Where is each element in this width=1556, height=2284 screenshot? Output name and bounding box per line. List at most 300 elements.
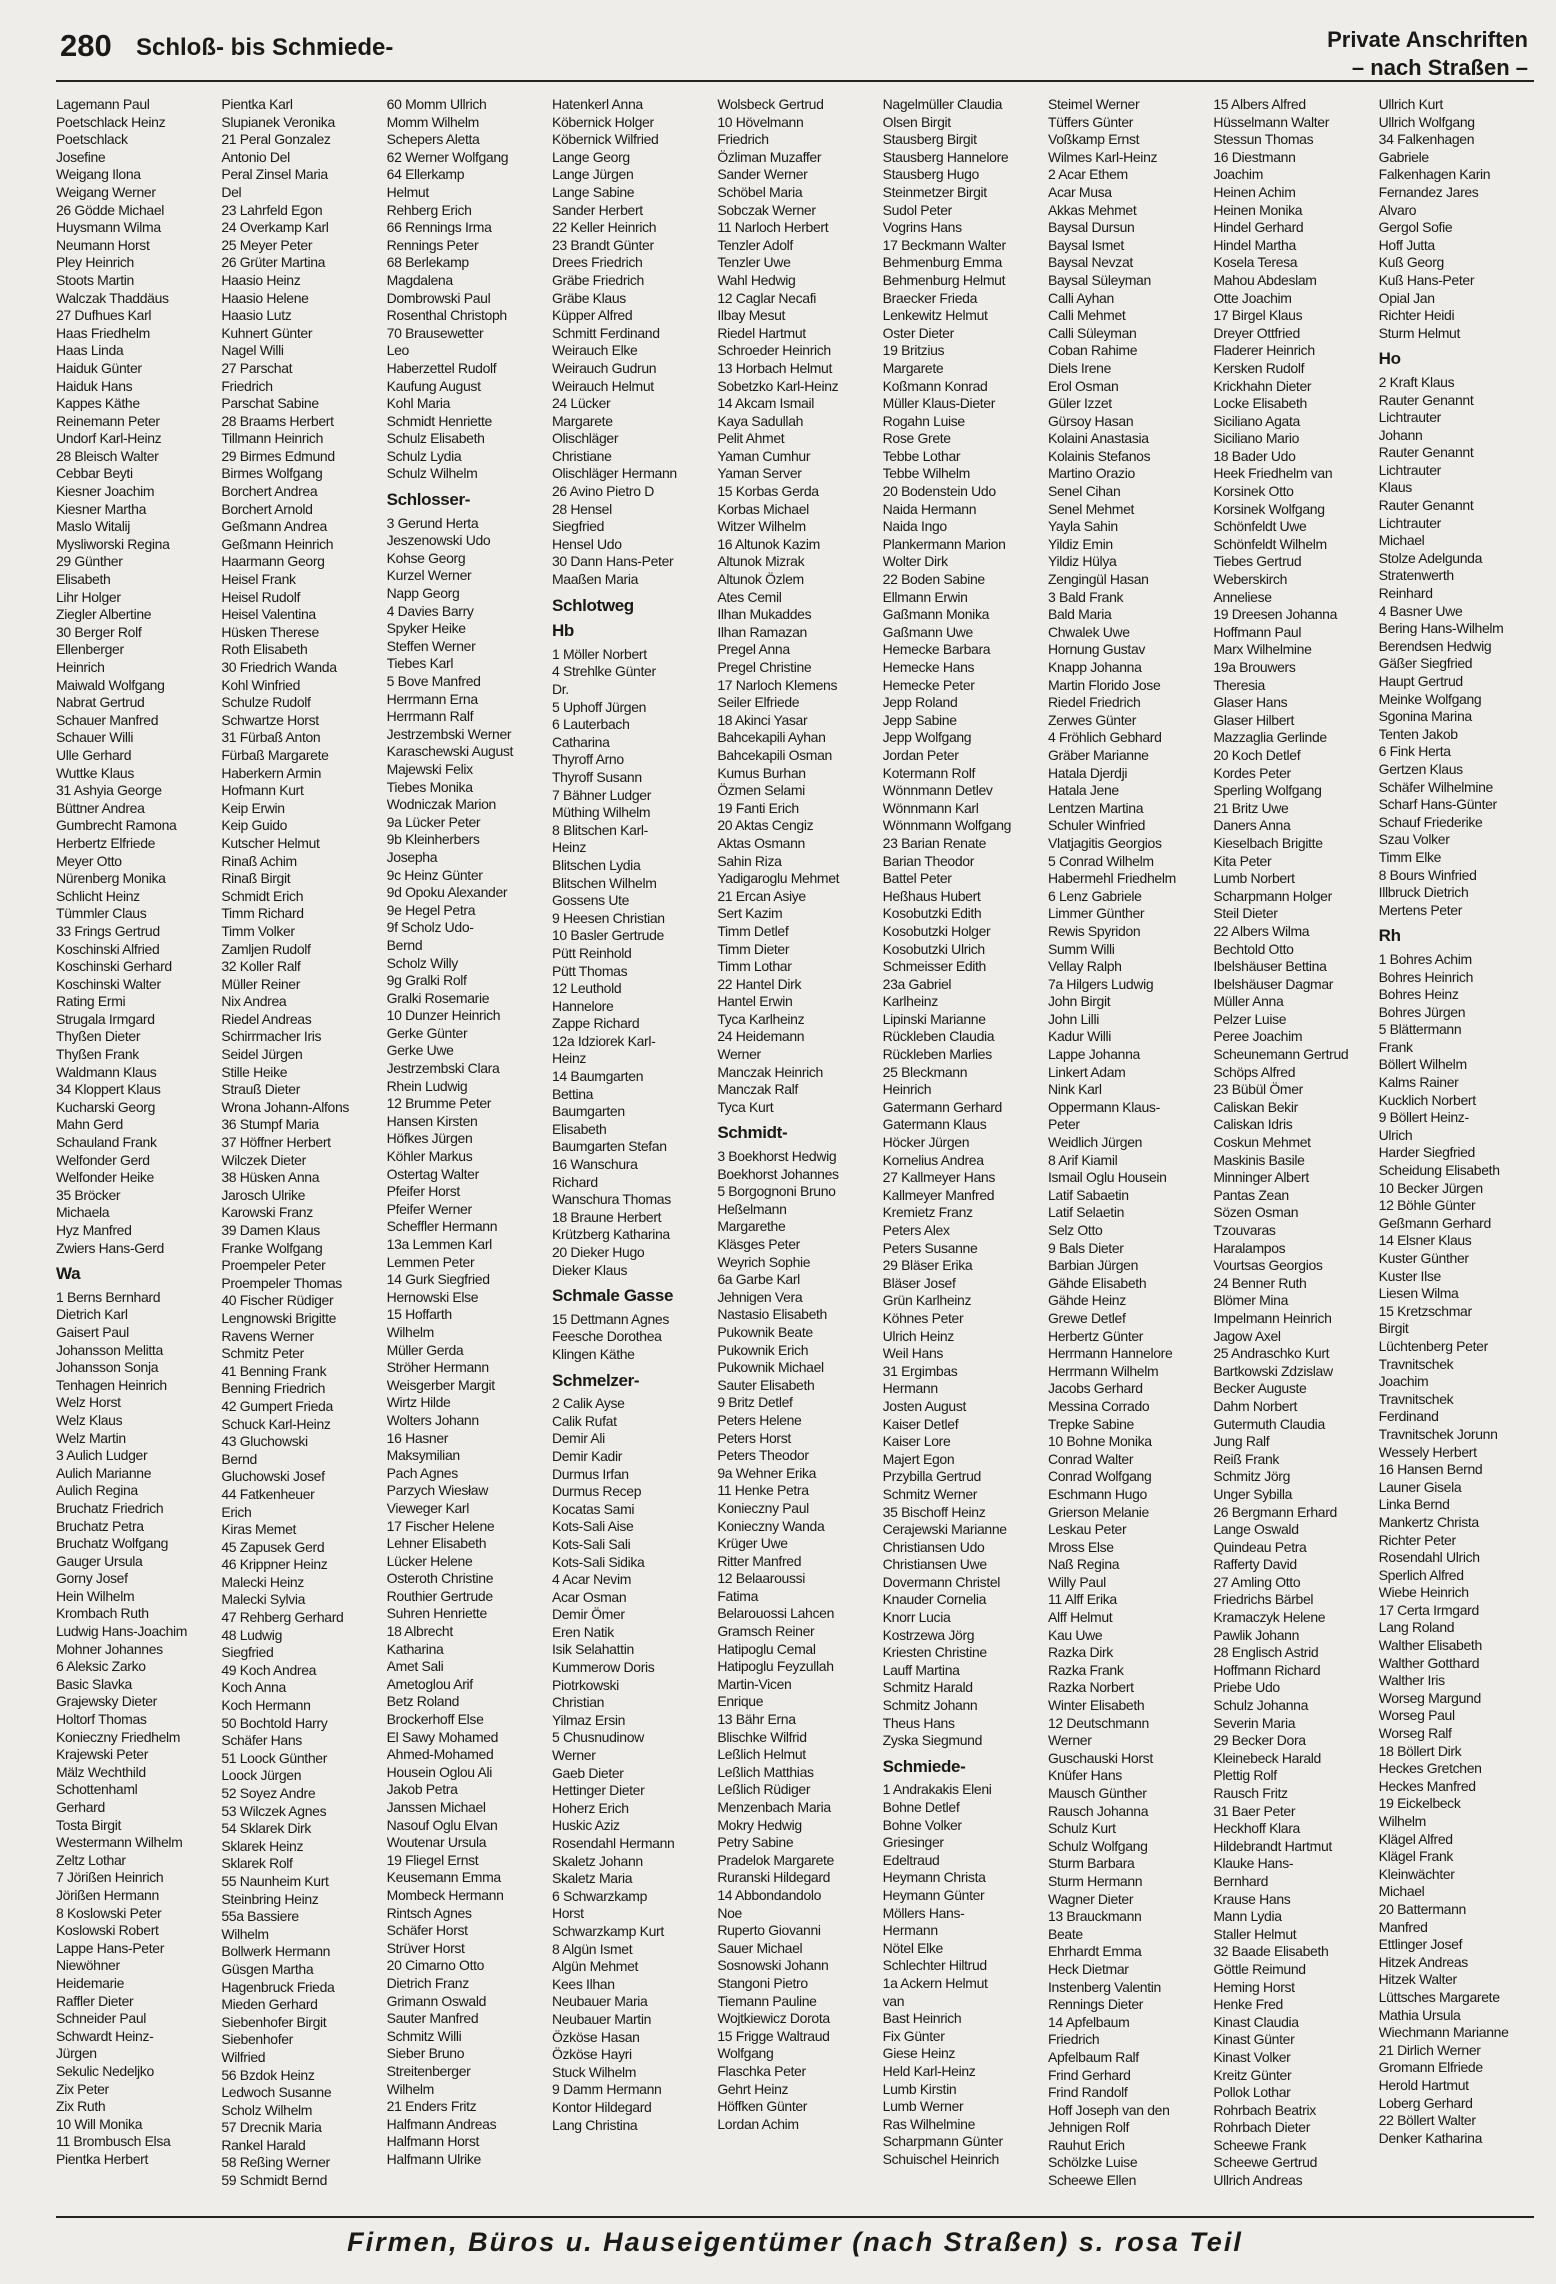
- resident-entry: 15 Albers Alfred: [1213, 96, 1306, 112]
- resident-entry: Baysal Dursun: [1047, 219, 1135, 236]
- resident-entry: Hatenkerl Anna: [551, 96, 643, 112]
- resident-entry: 27 Dufhues Karl: [56, 307, 152, 324]
- resident-entry: Heek Friedhelm van: [1213, 465, 1333, 482]
- resident-entry: 14 Akcam Ismail: [717, 395, 815, 412]
- resident-entry: Kolainis Stefanos: [1047, 447, 1151, 464]
- resident-entry: 31 Ergimbas: [882, 1362, 958, 1379]
- resident-entry: Gromann Elfriede: [1378, 2059, 1483, 2076]
- resident-entry: 10 Dunzer Heinrich: [386, 1007, 501, 1024]
- resident-entry: Heinrich: [882, 1081, 932, 1098]
- resident-entry: Sander Werner: [717, 166, 808, 183]
- resident-entry: 9 Bals Dieter: [1047, 1239, 1124, 1256]
- resident-entry: Basic Slavka: [56, 1675, 132, 1692]
- resident-entry: Wolters Johann: [386, 1411, 479, 1428]
- resident-entry: Kaufung August: [386, 377, 481, 394]
- resident-entry: Schäfer Hans: [221, 1732, 302, 1749]
- resident-entry: Jürgen: [56, 2045, 97, 2062]
- resident-entry: Acar Musa: [1047, 183, 1112, 200]
- resident-entry: Gutermuth Claudia: [1213, 1415, 1325, 1432]
- resident-entry: Schulze Rudolf: [221, 694, 311, 711]
- resident-entry: Bernd: [386, 936, 423, 953]
- resident-entry: Birgit: [1378, 1320, 1409, 1337]
- resident-entry: Plettig Rolf: [1213, 1767, 1277, 1784]
- resident-entry: 28 Englisch Astrid: [1213, 1644, 1319, 1661]
- resident-entry: Wönnmann Wolfgang: [882, 817, 1012, 834]
- resident-entry: Stuck Wilhelm: [551, 2063, 637, 2080]
- resident-entry: Rauhut Erich: [1047, 2136, 1125, 2153]
- resident-entry: Gabriele: [1378, 148, 1429, 165]
- resident-entry: Knorr Lucia: [882, 1609, 951, 1626]
- resident-entry: Gergol Sofie: [1378, 219, 1453, 236]
- resident-entry: Halfmann Ulrike: [386, 2150, 481, 2167]
- resident-entry: 15 Kretzschmar: [1378, 1302, 1472, 1319]
- resident-entry: 12 Caglar Necafi: [717, 289, 817, 306]
- resident-entry: 11 Henke Petra: [717, 1482, 809, 1499]
- resident-entry: 40 Fischer Rüdiger: [221, 1292, 334, 1309]
- resident-entry: Proempeler Thomas: [221, 1274, 342, 1291]
- resident-entry: Pütt Reinhold: [551, 944, 632, 961]
- resident-entry: Richter Heidi: [1378, 307, 1455, 324]
- resident-entry: Rinaß Birgit: [221, 870, 291, 887]
- resident-entry: Gerke Günter: [386, 1024, 468, 1041]
- resident-entry: 26 Grüter Martina: [221, 254, 326, 271]
- resident-entry: John Birgit: [1047, 993, 1111, 1010]
- resident-entry: Koschinski Walter: [56, 975, 161, 992]
- resident-entry: Bohne Volker: [882, 1816, 962, 1833]
- resident-entry: Fernandez Jares: [1378, 183, 1479, 200]
- resident-entry: Lemmen Peter: [386, 1253, 475, 1270]
- resident-entry: 64 Ellerkamp: [386, 166, 465, 183]
- resident-entry: Seiler Elfriede: [717, 694, 800, 711]
- resident-entry: Kiras Memet: [221, 1521, 297, 1538]
- resident-entry: Schulz Wilhelm: [386, 465, 478, 482]
- resident-entry: Scharpmann Günter: [882, 2133, 1003, 2150]
- resident-entry: 16 Diestmann: [1213, 148, 1296, 165]
- resident-entry: Reinhard: [1378, 585, 1433, 602]
- resident-entry: Malecki Sylvia: [221, 1591, 306, 1608]
- resident-entry: Cebbar Beyti: [56, 465, 133, 482]
- resident-entry: Schwarzkamp Kurt: [551, 1922, 664, 1939]
- resident-entry: Steffen Werner: [386, 637, 476, 654]
- resident-entry: Becker Auguste: [1213, 1380, 1307, 1397]
- resident-entry: Hofmann Kurt: [221, 782, 304, 799]
- resident-entry: 11 Alff Erika: [1047, 1591, 1117, 1608]
- resident-entry: Kuß Hans-Peter: [1378, 271, 1475, 288]
- resident-entry: Fladerer Heinrich: [1213, 342, 1315, 359]
- resident-entry: Jarosch Ulrike: [221, 1186, 306, 1203]
- page-header: [56, 22, 1534, 82]
- resident-entry: 17 Narloch Klemens: [717, 676, 838, 693]
- resident-entry: Denker Katharina: [1378, 2129, 1483, 2146]
- resident-entry: 26 Avino Pietro D: [551, 483, 654, 500]
- resident-entry: Scheunemann Gertrud: [1213, 1046, 1349, 1063]
- resident-entry: Sturm Hermann: [1047, 1872, 1143, 1889]
- resident-entry: Gaeb Dieter: [551, 1764, 624, 1781]
- resident-entry: Knapp Johanna: [1047, 659, 1142, 675]
- resident-entry: Kramaczyk Helene: [1213, 1609, 1326, 1626]
- resident-entry: Heckes Gretchen: [1378, 1760, 1482, 1777]
- resident-entry: Olischläger: [551, 430, 619, 447]
- resident-entry: Holtorf Thomas: [56, 1711, 147, 1728]
- resident-entry: Wönnmann Karl: [882, 799, 979, 816]
- resident-entry: Peters Theodor: [717, 1447, 809, 1464]
- resident-entry: 8 Bours Winfried: [1378, 866, 1477, 883]
- resident-entry: 54 Sklarek Dirk: [221, 1820, 311, 1837]
- resident-entry: Mankertz Christa: [1378, 1513, 1479, 1530]
- resident-entry: Kalms Rainer: [1378, 1074, 1459, 1091]
- resident-entry: Raffler Dieter: [56, 1992, 134, 2009]
- resident-entry: Kuster Ilse: [1378, 1267, 1441, 1284]
- resident-entry: 53 Wilczek Agnes: [221, 1802, 327, 1819]
- resident-entry: Michael: [1378, 1883, 1425, 1900]
- resident-entry: Weyrich Sophie: [717, 1253, 811, 1270]
- resident-entry: Gehrt Heinz: [717, 2080, 789, 2097]
- resident-entry: Schmitz Johann: [882, 1697, 978, 1714]
- resident-entry: Tyca Karlheinz: [717, 1010, 805, 1027]
- resident-entry: Hemecke Hans: [882, 659, 975, 675]
- resident-entry: Strüver Horst: [386, 1939, 465, 1956]
- resident-entry: Weirauch Gudrun: [551, 359, 657, 376]
- resident-entry: Blömer Mina: [1213, 1292, 1289, 1309]
- resident-entry: Stausberg Birgit: [882, 131, 977, 148]
- resident-entry: 25 Meyer Peter: [221, 236, 313, 253]
- resident-entry: Sieber Bruno: [386, 2045, 465, 2062]
- resident-entry: 8 Arif Kiamil: [1047, 1151, 1118, 1168]
- page-number: 280: [60, 28, 112, 63]
- resident-entry: Maslo Witalij: [56, 518, 131, 535]
- resident-entry: Neumann Horst: [56, 236, 150, 253]
- resident-entry: 23 Brandt Günter: [551, 236, 654, 253]
- resident-entry: Kostrzewa Jörg: [882, 1626, 975, 1643]
- resident-entry: Gertzen Klaus: [1378, 760, 1463, 777]
- resident-entry: Stangoni Pietro: [717, 1974, 808, 1991]
- resident-entry: 10 Will Monika: [56, 2115, 143, 2132]
- resident-entry: Dombrowski Paul: [386, 289, 491, 306]
- resident-entry: 5 Conrad Wilhelm: [1047, 852, 1154, 869]
- resident-entry: Skaletz Maria: [551, 1870, 633, 1887]
- resident-entry: 23 Lahrfeld Egon: [221, 201, 323, 218]
- resident-entry: Zix Ruth: [56, 2098, 106, 2115]
- resident-entry: Lüchtenberg Peter: [1378, 1337, 1488, 1354]
- resident-entry: Schuischel Heinrich: [882, 2150, 999, 2167]
- resident-entry: Kaiser Lore: [882, 1433, 951, 1450]
- resident-entry: Wanschura Thomas: [551, 1191, 671, 1208]
- resident-entry: Scharf Hans-Günter: [1378, 796, 1497, 813]
- resident-entry: 21 Peral Gonzalez: [221, 131, 331, 148]
- resident-entry: Kohse Georg: [386, 549, 466, 566]
- resident-entry: 60 Momm Ullrich: [386, 96, 487, 112]
- resident-entry: Gerke Uwe: [386, 1042, 454, 1059]
- resident-entry: 9e Hegel Petra: [386, 901, 476, 918]
- resident-entry: Rinaß Achim: [221, 852, 297, 869]
- resident-entry: Aulich Marianne: [56, 1464, 152, 1481]
- section-title: [1327, 26, 1528, 82]
- directory-column: [387, 96, 542, 2216]
- resident-entry: Haasio Heinz: [221, 271, 301, 288]
- resident-entry: Lengnowski Brigitte: [221, 1309, 337, 1326]
- resident-entry: Koschinski Gerhard: [56, 958, 172, 975]
- resident-entry: 12 Brumme Peter: [386, 1095, 492, 1112]
- resident-entry: Zix Peter: [56, 2080, 109, 2097]
- resident-entry: Impelmann Heinrich: [1213, 1309, 1332, 1326]
- resident-entry: Pukownik Erich: [717, 1341, 809, 1358]
- resident-entry: Mertens Peter: [1378, 901, 1463, 918]
- resident-entry: Siegfried: [551, 518, 605, 535]
- resident-entry: Baumgarten: [551, 1103, 625, 1120]
- resident-entry: Marx Wilhelmine: [1213, 641, 1312, 658]
- resident-entry: 29 Günther: [56, 553, 123, 570]
- resident-entry: 19 Eickelbeck: [1378, 1795, 1461, 1812]
- resident-entry: Gräbe Klaus: [551, 289, 626, 306]
- resident-entry: Tiemann Pauline: [717, 1992, 817, 2009]
- resident-entry: Friedrichs Bärbel: [1213, 1591, 1314, 1608]
- resident-entry: Köbernick Wilfried: [551, 131, 659, 148]
- resident-entry: Reinemann Peter: [56, 412, 160, 429]
- resident-entry: Bohne Detlef: [882, 1799, 960, 1815]
- resident-entry: Kosobutzki Edith: [882, 905, 982, 922]
- resident-entry: Sklarek Rolf: [221, 1855, 293, 1872]
- resident-entry: Lichtrauter: [1378, 409, 1441, 426]
- resident-entry: 11 Brombusch Elsa: [56, 2133, 171, 2150]
- directory-column: [221, 96, 376, 2216]
- resident-entry: Özköse Hayri: [551, 2046, 632, 2063]
- resident-entry: Kumus Burhan: [717, 764, 806, 781]
- resident-entry: Oppermann Klaus-: [1047, 1098, 1160, 1115]
- resident-entry: Ullrich Andreas: [1213, 2172, 1303, 2189]
- resident-entry: Dietrich Karl: [56, 1306, 128, 1323]
- resident-entry: Heymann Günter: [882, 1886, 985, 1903]
- resident-entry: Hatala Djerdji: [1047, 764, 1128, 781]
- resident-entry: 1 Möller Norbert: [551, 645, 647, 662]
- resident-entry: Coban Rahime: [1047, 342, 1138, 359]
- resident-entry: Diels Irene: [1047, 359, 1112, 376]
- resident-entry: Ilbay Mesut: [717, 307, 786, 324]
- resident-entry: Mausch Günther: [1047, 1785, 1147, 1801]
- resident-entry: 15 Hoffarth: [386, 1306, 452, 1323]
- resident-entry: 14 Apfelbaum: [1047, 2013, 1130, 2030]
- resident-entry: Witzer Wilhelm: [717, 518, 806, 535]
- resident-entry: Rewis Spyridon: [1047, 922, 1141, 939]
- resident-entry: Kots-Sali Aise: [551, 1518, 634, 1535]
- resident-entry: Hindel Martha: [1213, 236, 1296, 253]
- resident-entry: Poetschlack: [56, 131, 128, 148]
- resident-entry: Johansson Sonja: [56, 1359, 159, 1376]
- resident-entry: 13 Brauckmann: [1047, 1908, 1142, 1925]
- resident-entry: Lenkewitz Helmut: [882, 307, 988, 324]
- resident-entry: 22 Böllert Walter: [1378, 2112, 1476, 2129]
- resident-entry: Welfonder Gerd: [56, 1151, 150, 1168]
- resident-entry: Brockerhoff Else: [386, 1711, 484, 1728]
- resident-entry: 9g Gralki Rolf: [386, 972, 467, 989]
- resident-entry: Kontor Hildegard: [551, 2098, 652, 2115]
- resident-entry: Lücker Helene: [386, 1552, 473, 1569]
- resident-entry: Schlechter Hiltrud: [882, 1957, 987, 1974]
- resident-entry: Welfonder Heike: [56, 1169, 154, 1186]
- resident-entry: Timm Lothar: [717, 958, 792, 975]
- resident-entry: Giese Heinz: [882, 2045, 956, 2062]
- resident-entry: Margarethe: [717, 1218, 786, 1235]
- resident-entry: Knüfer Hans: [1047, 1767, 1122, 1784]
- resident-entry: Meyer Otto: [56, 852, 122, 869]
- resident-entry: Hornung Gustav: [1047, 641, 1146, 658]
- resident-entry: 18 Albrecht: [386, 1623, 453, 1640]
- resident-entry: Weidlich Jürgen: [1047, 1134, 1143, 1151]
- resident-entry: Korsinek Otto: [1213, 483, 1294, 500]
- resident-entry: Illbruck Dietrich: [1378, 884, 1469, 901]
- resident-entry: Gäßer Siegfried: [1378, 655, 1473, 672]
- resident-entry: Weigang Ilona: [56, 166, 141, 183]
- resident-entry: Tyca Kurt: [717, 1098, 774, 1115]
- resident-entry: Scheidung Elisabeth: [1378, 1162, 1500, 1179]
- resident-entry: Riedel Hartmut: [717, 324, 806, 341]
- street-heading: Ho: [1378, 349, 1401, 369]
- directory-column: [1213, 96, 1368, 2216]
- resident-entry: Staller Helmut: [1213, 1925, 1297, 1942]
- resident-entry: Kosela Teresa: [1213, 254, 1298, 271]
- resident-entry: Ilhan Ramazan: [717, 623, 807, 640]
- resident-entry: Martin-Vicen: [717, 1675, 792, 1692]
- resident-entry: Schöps Alfred: [1213, 1063, 1296, 1080]
- resident-entry: Wilhelm: [221, 1925, 269, 1942]
- resident-entry: Kotermann Rolf: [882, 764, 976, 781]
- resident-entry: Theus Hans: [882, 1714, 955, 1731]
- resident-entry: Worseg Ralf: [1378, 1725, 1452, 1742]
- resident-entry: Quindeau Petra: [1213, 1538, 1307, 1555]
- resident-entry: Bald Maria: [1047, 606, 1112, 623]
- resident-entry: Ehrhardt Emma: [1047, 1943, 1142, 1960]
- resident-entry: Rose Grete: [882, 430, 951, 447]
- resident-entry: 30 Friedrich Wanda: [221, 659, 337, 675]
- resident-entry: Antonio Del: [221, 148, 290, 165]
- resident-entry: Möllers Hans-: [882, 1904, 965, 1921]
- resident-entry: Scheewe Gertrud: [1213, 2154, 1318, 2171]
- resident-entry: Jestrzembski Werner: [386, 725, 512, 742]
- resident-entry: Henke Fred: [1213, 1996, 1283, 2013]
- resident-entry: Leßlich Matthias: [717, 1763, 814, 1780]
- resident-entry: Lentzen Martina: [1047, 799, 1144, 816]
- resident-entry: Knauder Cornelia: [882, 1591, 987, 1608]
- resident-entry: Josefine: [56, 148, 106, 165]
- resident-entry: Korsinek Wolfgang: [1213, 500, 1325, 517]
- resident-entry: Sgonina Marina: [1378, 708, 1472, 725]
- resident-entry: Michael: [1378, 532, 1425, 549]
- resident-entry: Höcker Jürgen: [882, 1134, 970, 1151]
- resident-entry: Peters Horst: [717, 1429, 791, 1446]
- resident-entry: Müthing Wilhelm: [551, 804, 651, 821]
- resident-entry: Travnitschek: [1378, 1390, 1454, 1407]
- resident-entry: Thyßen Dieter: [56, 1028, 141, 1045]
- resident-entry: 1 Andrakakis Eleni: [882, 1781, 992, 1798]
- resident-entry: 18 Braune Herbert: [551, 1208, 662, 1225]
- resident-entry: Tiebes Karl: [386, 655, 454, 672]
- resident-entry: Schönfeldt Uwe: [1213, 518, 1307, 535]
- resident-entry: Boekhorst Johannes: [717, 1165, 839, 1182]
- resident-entry: Grierson Melanie: [1047, 1503, 1149, 1520]
- resident-entry: Klägel Alfred: [1378, 1830, 1453, 1847]
- resident-entry: Demir Ömer: [551, 1606, 625, 1623]
- resident-entry: 10 Hövelmann: [717, 113, 804, 130]
- resident-entry: Benning Friedrich: [221, 1380, 326, 1397]
- resident-entry: Manfred: [1378, 1918, 1428, 1935]
- resident-entry: Walther Elisabeth: [1378, 1637, 1482, 1654]
- resident-entry: 50 Bochtold Harry: [221, 1714, 328, 1731]
- resident-entry: 11 Narloch Herbert: [717, 219, 829, 236]
- resident-entry: Summ Willi: [1047, 940, 1115, 957]
- resident-entry: Tosta Birgit: [56, 1816, 122, 1833]
- resident-entry: Severin Maria: [1213, 1714, 1296, 1731]
- resident-entry: Heßhaus Hubert: [882, 887, 981, 904]
- resident-entry: 19 Britzius: [882, 342, 945, 359]
- resident-entry: 56 Bzdok Heinz: [221, 2066, 315, 2083]
- resident-entry: 8 Algün Ismet: [551, 1940, 633, 1957]
- resident-entry: Kadur Willi: [1047, 1028, 1112, 1045]
- resident-entry: Gerhard: [56, 1799, 105, 1815]
- resident-entry: Sauter Elisabeth: [717, 1376, 815, 1393]
- resident-entry: Schuck Karl-Heinz: [221, 1415, 331, 1432]
- resident-entry: Wolter Dirk: [882, 553, 948, 570]
- directory-column: [1048, 96, 1203, 2216]
- resident-entry: Dietrich Franz: [386, 1974, 469, 1991]
- resident-entry: Hoff Joseph van den: [1047, 2101, 1170, 2118]
- resident-entry: Pientka Herbert: [56, 2150, 149, 2167]
- resident-entry: Bahcekapili Osman: [717, 746, 832, 763]
- directory-column: [56, 96, 211, 2216]
- resident-entry: Rausch Fritz: [1213, 1785, 1288, 1801]
- resident-entry: Rauter Genannt: [1378, 444, 1474, 461]
- resident-entry: Klingen Käthe: [551, 1345, 635, 1362]
- resident-entry: Schmeisser Edith: [882, 958, 986, 975]
- resident-entry: Stille Heike: [221, 1063, 288, 1080]
- resident-entry: Sauter Manfred: [386, 2010, 479, 2027]
- resident-entry: Naida Ingo: [882, 518, 947, 535]
- directory-column: [552, 96, 707, 2216]
- resident-entry: 6 Fink Herta: [1378, 743, 1451, 760]
- resident-entry: Herrmann Hannelore: [1047, 1345, 1173, 1362]
- resident-entry: Wilhelm: [386, 1323, 434, 1340]
- resident-entry: Gauger Ursula: [56, 1552, 143, 1569]
- resident-entry: 9 Böllert Heinz-: [1378, 1109, 1469, 1126]
- resident-entry: Schulz Elisabeth: [386, 430, 485, 447]
- resident-entry: Durmus Recep: [551, 1483, 642, 1500]
- resident-entry: Cerajewski Marianne: [882, 1521, 1007, 1538]
- resident-entry: 16 Wanschura: [551, 1156, 638, 1173]
- resident-entry: Fatima: [717, 1587, 759, 1604]
- resident-entry: Heinen Monika: [1213, 201, 1303, 218]
- resident-entry: Herrmann Wilhelm: [1047, 1362, 1159, 1379]
- resident-entry: Ulle Gerhard: [56, 746, 132, 763]
- street-heading: Hb: [551, 621, 574, 641]
- street-heading: Wa: [56, 1264, 81, 1284]
- resident-entry: Nink Karl: [1047, 1081, 1102, 1098]
- resident-entry: Keusemann Emma: [386, 1869, 501, 1886]
- resident-entry: Klaus: [1378, 479, 1412, 496]
- resident-entry: 3 Boekhorst Hedwig: [717, 1148, 837, 1165]
- resident-entry: Belarouossi Lahcen: [717, 1605, 834, 1622]
- resident-entry: Jepp Wolfgang: [882, 729, 972, 746]
- resident-entry: Neubauer Maria: [551, 1993, 648, 2010]
- resident-entry: Güler Izzet: [1047, 395, 1112, 412]
- resident-entry: Catharina: [551, 733, 610, 750]
- resident-entry: Alff Helmut: [1047, 1609, 1113, 1626]
- resident-entry: Yadigaroglu Mehmet: [717, 870, 840, 887]
- resident-entry: 20 Battermann: [1378, 1900, 1466, 1917]
- resident-entry: Worseg Paul: [1378, 1707, 1455, 1724]
- resident-entry: Lichtrauter: [1378, 514, 1441, 531]
- resident-entry: Geßmann Andrea: [221, 518, 327, 535]
- resident-entry: Lange Georg: [551, 148, 630, 165]
- resident-entry: Heckhoff Klara: [1213, 1820, 1300, 1837]
- resident-entry: Napp Georg: [386, 585, 460, 602]
